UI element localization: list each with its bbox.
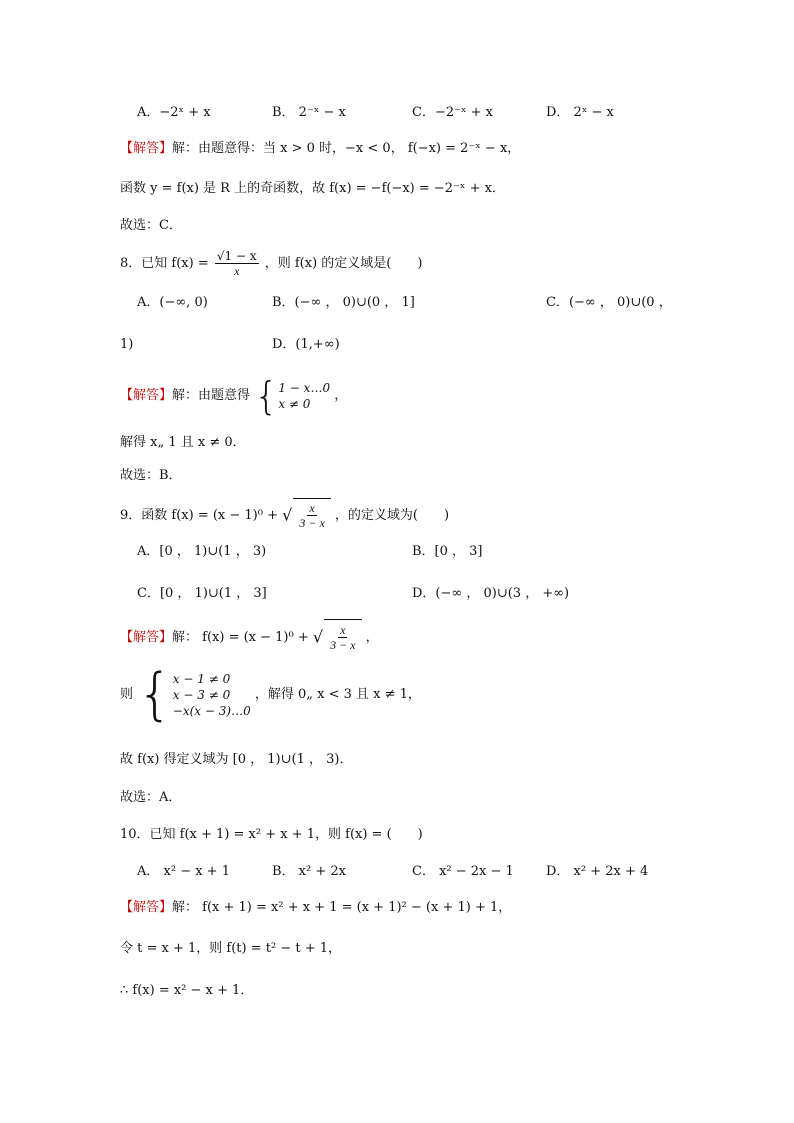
q9-option-c: C．[0 ， 1)∪(1 ， 3] (137, 586, 267, 601)
answer-tag: 【解答】 (120, 388, 173, 403)
q8-stem: 8．已知 f(x) = $\frac{√1 - x}{x}$ ，则 f(x) 的定义域是( ) (120, 249, 423, 278)
q8-fraction: $\frac{√1 - x}{x}$ (216, 249, 257, 278)
q10-option-a: A． x² − x + 1 (137, 864, 230, 879)
q8-option-c: C．(−∞ ， 0)∪(0 ， (546, 295, 672, 310)
q8-solve: 解得 x„ 1 且 x ≠ 0． (120, 435, 246, 450)
q10-answer-line2: 令 t = x + 1，则 f(t) = t² − t + 1， (120, 941, 341, 956)
answer-tag: 【解答】 (120, 141, 173, 156)
q8-option-a: A．(−∞, 0) (137, 295, 208, 310)
q7-answer-line2: 函数 y = f(x) 是 R 上的奇函数，故 f(x) = −f(−x) = −2⁻ˣ + x． (120, 181, 505, 196)
q9-choice: 故选：A． (120, 790, 182, 805)
q9-option-d: D．(−∞ ， 0)∪(3 ， +∞) (412, 586, 570, 601)
q7-answer-line1: 【解答】解：由题意得：当 x > 0 时，−x < 0， f(−x) = 2⁻ˣ − x， (120, 141, 521, 156)
q7-choice: 故选：C． (120, 218, 182, 233)
q9-system: { x − 1 ≠ 0 x − 3 ≠ 0 −x(x − 3)…0 (137, 661, 251, 727)
q8-choice: 故选：B． (120, 468, 182, 483)
q8-answer: 【解答】解：由题意得 { 1 − x…0 x ≠ 0 ， (120, 373, 348, 418)
q8-option-c-cont: 1) (120, 337, 134, 352)
q9-system-line: 则 { x − 1 ≠ 0 x − 3 ≠ 0 −x(x − 3)…0 ，解得 0„ x < 3 且 x ≠ 1， (120, 661, 421, 727)
q10-option-c: C． x² − 2x − 1 (412, 864, 514, 879)
q10-answer-line3: ∴ f(x) = x² − x + 1． (120, 983, 254, 998)
q8-option-b: B．(−∞ ， 0)∪(0 ， 1] (272, 295, 415, 310)
q7-option-d: D． 2ˣ − x (546, 105, 614, 120)
q10-option-b: B． x² + 2x (272, 864, 346, 879)
q7-option-c: C．−2⁻ˣ + x (412, 105, 493, 120)
q9-stem: 9．函数 f(x) = (x − 1)⁰ + √ $\frac{x}{3 - x}$ ，的定义域为( ) (120, 498, 449, 533)
q8-system: { 1 − x…0 x ≠ 0 (254, 373, 331, 418)
q9-option-b: B．[0 ， 3] (412, 544, 483, 559)
q9-domain: 故 f(x) 得定义域为 [0 ， 1)∪(1 ， 3)． (120, 752, 353, 767)
q7-option-a: A．−2ˣ + x (137, 105, 211, 120)
q10-stem: 10．已知 f(x + 1) = x² + x + 1，则 f(x) = ( ) (120, 827, 423, 842)
q9-answer: 【解答】解： f(x) = (x − 1)⁰ + √ $\frac{x}{3 - x}$ ， (120, 619, 379, 656)
q10-answer-line1: 【解答】解： f(x + 1) = x² + x + 1 = (x + 1)² − (x + 1) + 1， (120, 900, 512, 915)
q9-option-a: A．[0 ， 1)∪(1 ， 3) (137, 544, 267, 559)
q9-fraction: $\frac{x}{3 - x}$ (299, 501, 325, 530)
q8-option-d: D．(1,+∞) (272, 337, 340, 352)
q10-option-d: D． x² + 2x + 4 (546, 864, 649, 879)
answer-tag: 【解答】 (120, 900, 173, 915)
q7-option-b: B． 2⁻ˣ − x (272, 105, 346, 120)
answer-tag: 【解答】 (120, 630, 173, 645)
